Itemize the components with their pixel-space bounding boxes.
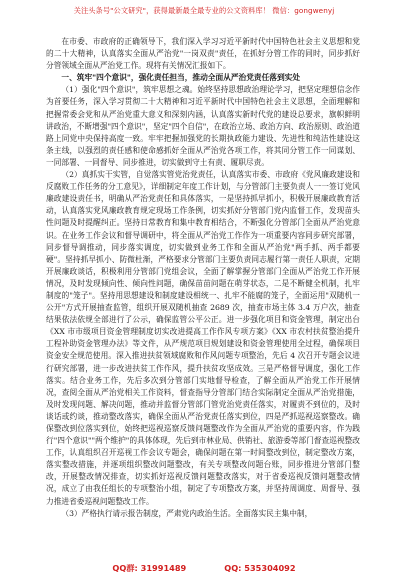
body-paragraph-1: （1）强化"四个意识"，筑牢思想之魂。始终坚持思想政治理论学习，把坚定理想信念作为首要任务，深入学习贯彻二十大精神和习近平新时代中国特色社会主义思想，全面理解和把握常委会党和从严治党重大意义和深刻内涵，认真落实新时代党的建设总要求，旗帜鲜明讲政治，不断增强"四个意识"，坚定"四个自信"，在政治立场、政治方向、政治原则、政治道路上同党中央保持高度一致。牢牢把握加强党的长期执政能力建设、先进性和纯洁性建设这条主线，以强烈的责任感和使命感抓好全面从严治党各项工作，将其同分管工作一同谋划、一同部署、一同督导、同步推进，切实做到守土有责、履职尽责。 bbox=[46, 85, 360, 167]
footer-qq-group: QQ群: 31991489 bbox=[112, 563, 187, 573]
footer-qq: QQ: 535304092 bbox=[224, 563, 296, 573]
body-paragraph-3: （3）严格执行请示报告制度，严肃党内政治生活。全面落实民主集中制， bbox=[61, 508, 313, 518]
footer-contact bbox=[0, 563, 408, 574]
section-heading: 一、筑牢"四个意识"，强化责任担当，推动全面从严治党责任落到实处 bbox=[61, 73, 301, 83]
header-banner: 关注头条号"公文研究"，获得最新最全最专业的公文资料库！ 微信：gongwenyj bbox=[73, 6, 335, 15]
intro-paragraph: 在市委、市政府的正确领导下，我们深入学习习近平新时代中国特色社会主义思想和党的二十大精神，认真落实全面从严治党"一岗双责"责任，在抓好分管工作的同时，同步抓好分管领域全面从严治党工作。现将有关情况汇报如下。 bbox=[46, 37, 360, 71]
body-paragraph-2: （2）真抓实干实管，自觉落实管党治党责任，认真落实市委、市政府《党风廉政建设和反腐败工作任务的分工意见》，详细制定年度工作计划，与分管部门主要负责人一一签订党风廉政建设责任书，明确从严治党责任和具体落实，一是坚持抓早抓小，积极开展廉政教育活动，认真落实党风廉政教育规定现场工作条例，切实抓好分管部门党内监督工作，发现苗头性问题及时提醒纠正。坚持日常教育和集中教育相结合，不断强化分管部门全面从严治党意识。在业务工作会议和督导调研中，将全面从严治党工作作为一项重要内容同步研究部署，同步督导调推动，同步落实调度，切实做到业务工作和全面从严治党"两手抓、两手都要硬"。坚持抓早抓小、防微杜渐，严格要求分管部门主要负责同志履行第一责任人职责，定期开展廉政谈话，积极利用分管部门党组会议，全面了解掌握分管部门全面从严治党工作开展情况，及时发现倾向性、倾向性问题，确保苗苗问题在萌芽状态，二是不断健全机制，扎牢制度的"笼子"。坚持用思想建设和制度建设相统一、扎牢不能腐的笼子，全面运用"双随机一公开"方式开展抽查监管，组织开展双随机抽查 2689 次，抽查市场主体 3.4 万户次，抽查结果依法依规全部进行了公示，确保监管公平公正。进一步强化项目和资金管理，制定出台《XX 市市级项目资金管理制度切实改进提高工作作风专项方案》《XX 市农村扶贫整治提升工程补助资金管理办法》等文件，从严规范项目规划建设和资金管理使用全过程，确保项目资金安全规范使用。深入推进扶贫领域腐败和作风问题专项整治，先后 4 次召开专题会议进行研究部署，进一步改进扶贫工作作风，提升扶贫攻坚成效。三是严格督导调度，强化工作落实。结合业务工作，先后多次到分管部门实地督导检查，了解全面从严治党工作开展情况，查阅全面从严治党相关工作资料，督查指导分管部门结合实际制定全面从严治党措施，及时发现问题、解决问题，推动并监督分管部门管党治党责任落实，对履责不到位的，及时谈话或约谈，推动整改落实，确保全面从严治党责任落实到位，四是严抓巡视巡察整改。确保整改到位落实到位，始终把巡视巡察反馈问题整改作为全面从严治党的重要内容，作为践行"四个意识""两个维护"的具体体现，先后到市林业局、供销社、旅游委等部门督查巡视整改工作，认真组织召开巡视工作会议专题会，确保问题在第一时间整改到位，制定整改方案，落实整改措施，并逐项组织整改问题整改，有关专项整改问题台账，同步推进分管部门整改，开展整改情况排查，切实抓好巡视反馈问题整改落实，对于省委巡视反馈问题整改情况，成立了由我任组长的专项整治小组，制定了专项整改方案，并坚持周调度、周督导、强力推进省委巡视问题整改工作。 bbox=[46, 170, 360, 506]
document-body bbox=[46, 36, 360, 556]
